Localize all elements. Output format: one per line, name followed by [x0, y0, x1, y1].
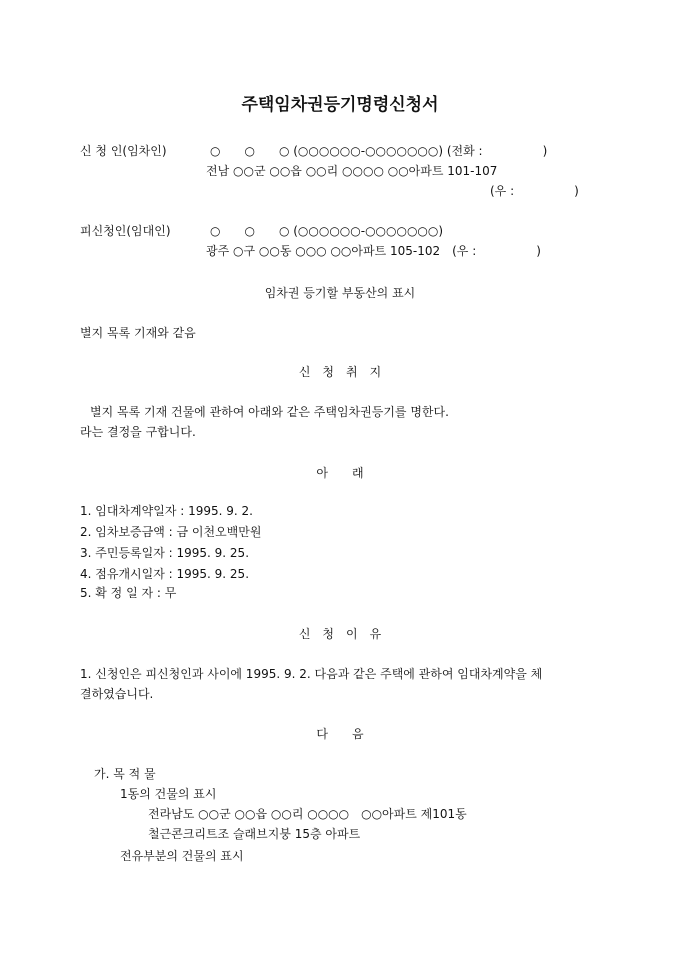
unit-label: 전유부분의 건물의 표시	[120, 849, 244, 863]
list-item: 5. 확 정 일 자 : 무	[80, 586, 177, 600]
property-text: 별지 목록 기재와 같음	[80, 326, 196, 340]
building-label: 1동의 건물의 표시	[120, 787, 217, 801]
applicant-name-line: ○ ○ ○ (○○○○○○-○○○○○○○) (전화 : )	[210, 144, 548, 158]
purpose-line-2: 라는 결정을 구합니다.	[80, 425, 196, 439]
reason-heading: 신 청 이 유	[298, 627, 382, 641]
reason-line-1: 1. 신청인은 피신청인과 사이에 1995. 9. 2. 다음과 같은 주택에 관하여 임대차계약을 체	[80, 667, 543, 681]
respondent-label: 피신청인(임대인)	[80, 224, 171, 238]
building-address: 전라남도 ○○군 ○○읍 ○○리 ○○○○ ○○아파트 제101동	[148, 807, 467, 821]
list-item: 3. 주민등록일자 : 1995. 9. 25.	[80, 546, 250, 560]
building-description: 철근콘크리트조 슬래브지붕 15층 아파트	[148, 827, 361, 841]
respondent-name-line: ○ ○ ○ (○○○○○○-○○○○○○○)	[210, 224, 444, 238]
list-item: 4. 점유개시일자 : 1995. 9. 25.	[80, 567, 250, 581]
property-heading: 임차권 등기할 부동산의 표시	[264, 286, 416, 300]
next-heading: 다 음	[316, 727, 364, 741]
applicant-address: 전남 ○○군 ○○읍 ○○리 ○○○○ ○○아파트 101-107	[206, 164, 498, 178]
list-item: 1. 임대차계약일자 : 1995. 9. 2.	[80, 504, 253, 518]
respondent-address: 광주 ○구 ○○동 ○○○ ○○아파트 105-102 (우 : )	[206, 244, 541, 258]
document-title: 주택임차권등기명령신청서	[241, 95, 439, 115]
purpose-heading: 신 청 취 지	[298, 365, 382, 379]
list-item: 2. 임차보증금액 : 금 이천오백만원	[80, 525, 262, 539]
applicant-label: 신 청 인(임차인)	[80, 144, 167, 158]
below-heading: 아 래	[316, 466, 364, 480]
applicant-postal: (우 : )	[490, 184, 579, 198]
purpose-line-1: 별지 목록 기재 건물에 관하여 아래와 같은 주택임차권등기를 명한다.	[90, 405, 449, 419]
subject-label: 가. 목 적 물	[94, 767, 156, 781]
reason-line-2: 결하였습니다.	[80, 687, 154, 701]
